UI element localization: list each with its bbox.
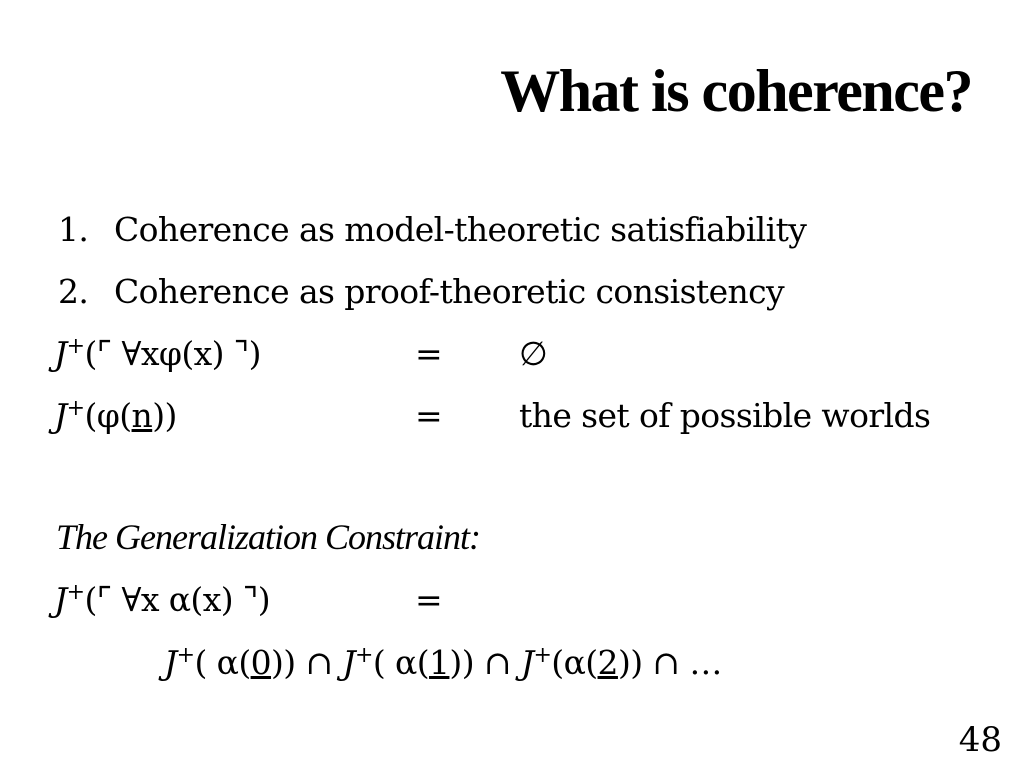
- equals-sign: =: [415, 396, 443, 435]
- formula-close: )) ∩: [449, 643, 521, 682]
- interpretation-symbol: J: [54, 334, 67, 373]
- page-number: 48: [958, 720, 1002, 760]
- equation-generalization: [54, 580, 954, 620]
- formula-close: )): [152, 396, 177, 435]
- superscript-plus: +: [355, 643, 373, 668]
- interpretation-symbol: J: [520, 643, 534, 682]
- equation-rhs: ∅: [519, 334, 548, 373]
- superscript-plus: +: [66, 334, 85, 359]
- interpretation-symbol: J: [54, 580, 67, 619]
- equation-instance-worlds: [54, 396, 954, 436]
- interpretation-symbol: J: [164, 643, 177, 682]
- formula: (⌜ ∀xφ(x) ⌝): [84, 334, 261, 373]
- formula-open: ( α(: [194, 643, 251, 682]
- interpretation-symbol: J: [342, 643, 356, 682]
- numeral-name: 2: [597, 643, 618, 682]
- formula-close: )) ∩: [271, 643, 343, 682]
- constraint-heading-text: The Generalization Constraint:: [56, 517, 481, 557]
- list-item-number: 1.: [58, 210, 89, 249]
- numeral-name: 1: [429, 643, 450, 682]
- formula-open: ( α(: [372, 643, 430, 682]
- superscript-plus: +: [176, 643, 195, 668]
- list-item-text: Coherence as proof-theoretic consistency: [114, 272, 785, 311]
- equation-intersection: [164, 643, 722, 683]
- constraint-heading: [56, 517, 480, 558]
- formula-open: (α(: [551, 643, 598, 682]
- equals-sign: =: [415, 580, 443, 619]
- equation-rhs: the set of possible worlds: [519, 396, 931, 435]
- numeral-name: n: [131, 396, 153, 435]
- superscript-plus: +: [66, 580, 85, 605]
- list-item-2: [58, 272, 784, 312]
- list-item-text: Coherence as model-theoretic satisfiability: [114, 210, 807, 249]
- formula-open: (φ(: [84, 396, 132, 435]
- interpretation-symbol: J: [54, 396, 67, 435]
- superscript-plus: +: [66, 396, 85, 421]
- equation-lhs: [54, 334, 261, 373]
- slide-title: What is coherence?: [500, 58, 972, 124]
- equation-universal-empty: [54, 334, 954, 374]
- equation-lhs: [54, 580, 270, 619]
- formula: (⌜ ∀x α(x) ⌝): [84, 580, 271, 619]
- formula-close: )) ∩ …: [617, 643, 722, 682]
- list-item-1: [58, 210, 806, 250]
- equals-sign: =: [415, 334, 443, 373]
- list-item-number: 2.: [58, 272, 89, 311]
- superscript-plus: +: [533, 643, 552, 668]
- numeral-name: 0: [250, 643, 272, 682]
- equation-lhs: [54, 396, 177, 435]
